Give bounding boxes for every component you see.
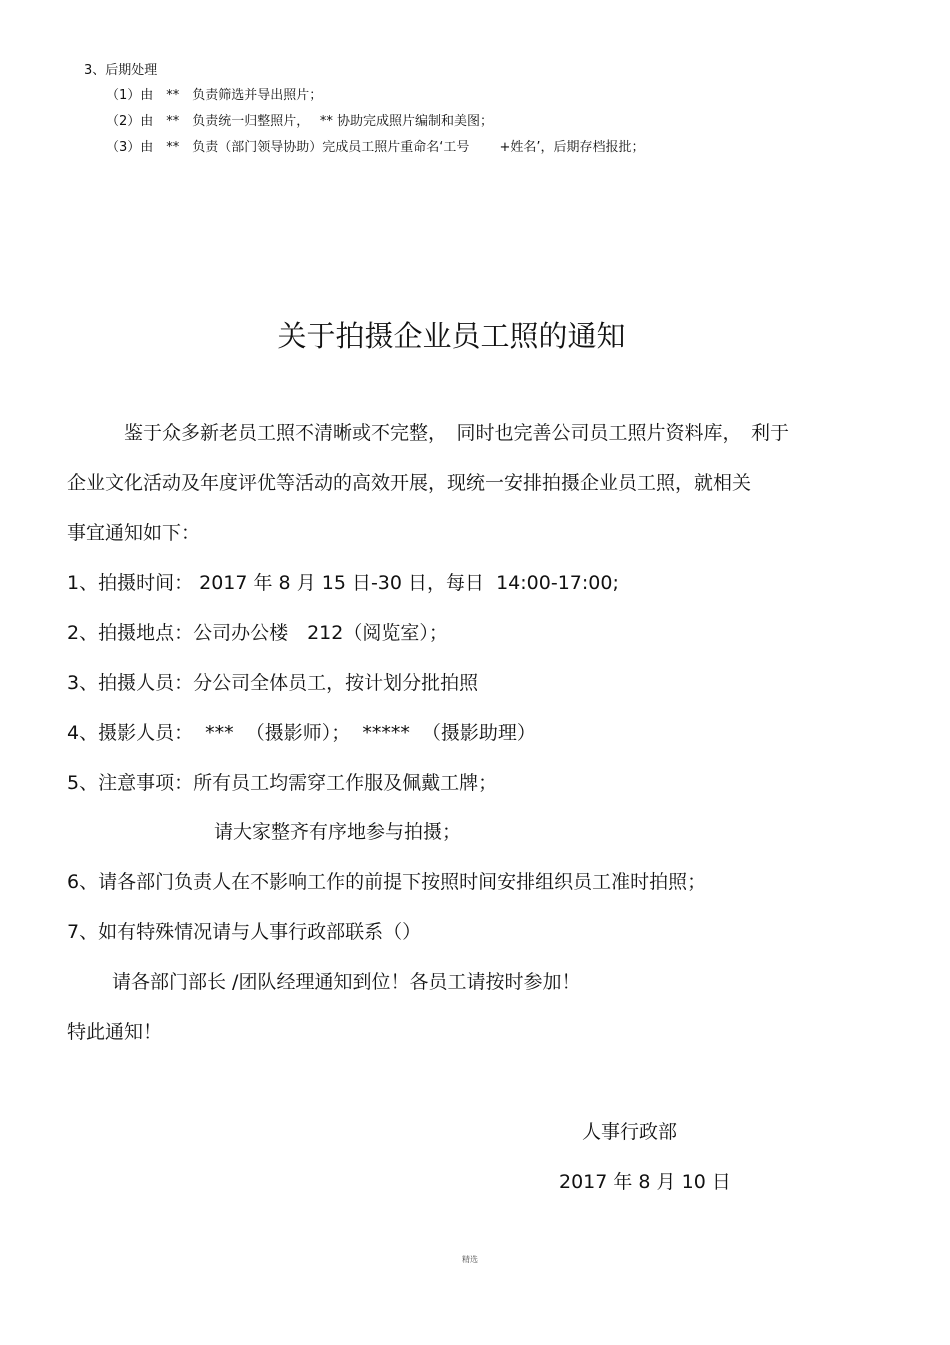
notice-intro-line-1: 鉴于众多新老员工照不清晰或不完整， 同时也完善公司员工照片资料库， 利于: [124, 422, 790, 444]
notice-intro-line-3: 事宜通知如下：: [67, 522, 201, 544]
notice-item-2: 2、拍摄地点：公司办公楼 212（阅览室）；: [67, 622, 448, 644]
page-footer: 精选: [462, 1255, 478, 1264]
post-processing-item-2: （2）由 ** 负责统一归整照片， ** 协助完成照片编制和美图；: [106, 114, 494, 129]
notice-special: 特此通知！: [67, 1021, 163, 1043]
notice-item-1: 1、拍摄时间： 2017 年 8 月 15 日-30 日，每日 14:00-17:00;: [67, 572, 619, 594]
notice-closing: 请各部门部长 /团队经理通知到位！各员工请按时参加！: [112, 971, 581, 993]
notice-item-6: 6、请各部门负责人在不影响工作的前提下按照时间安排组织员工准时拍照；: [67, 871, 707, 893]
notice-item-5-continuation: 请大家整齐有序地参与拍摄；: [214, 821, 462, 843]
signature-department: 人事行政部: [582, 1121, 678, 1143]
notice-item-3: 3、拍摄人员：分公司全体员工，按计划分批拍照: [67, 672, 479, 694]
post-processing-heading: 3、后期处理: [84, 63, 158, 78]
notice-intro-line-2: 企业文化活动及年度评优等活动的高效开展，现统一安排拍摄企业员工照，就相关: [67, 472, 752, 494]
notice-item-5: 5、注意事项：所有员工均需穿工作服及佩戴工牌；: [67, 772, 498, 794]
notice-item-4: 4、摄影人员： *** （摄影师）； ***** （摄影助理）: [67, 722, 536, 744]
post-processing-item-3: （3）由 ** 负责（部门领导协助）完成员工照片重命名‘工号 +姓名’，后期存档报批；: [106, 140, 645, 155]
signature-date: 2017 年 8 月 10 日: [559, 1171, 731, 1193]
notice-item-7: 7、如有特殊情况请与人事行政部联系（）: [67, 921, 422, 943]
post-processing-item-1: （1）由 ** 负责筛选并导出照片；: [106, 88, 323, 103]
notice-title: 关于拍摄企业员工照的通知: [277, 319, 626, 353]
